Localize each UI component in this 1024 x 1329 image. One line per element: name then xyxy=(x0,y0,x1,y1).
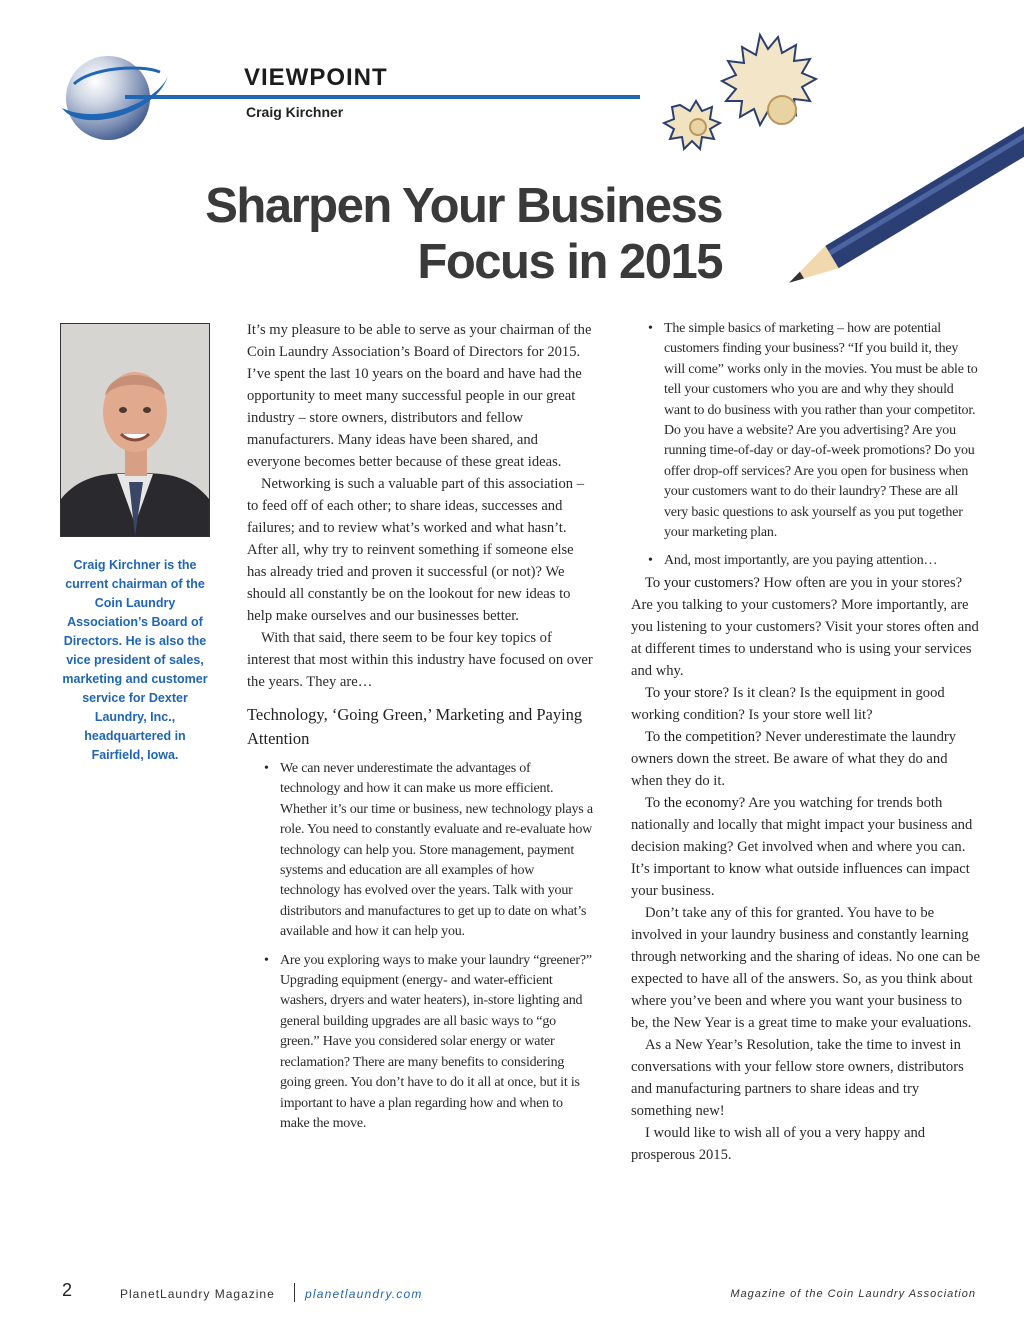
run-in-text: Never underestimate the laundry owners down the street. Be aware of what they do and when they do it. xyxy=(631,728,957,789)
page-number: 2 xyxy=(62,1280,73,1300)
footer-magazine-name: PlanetLaundry Magazine xyxy=(120,1287,275,1301)
body-paragraph xyxy=(631,682,982,726)
run-in-lead: To your customers? xyxy=(645,574,760,591)
header-author: Craig Kirchner xyxy=(246,104,344,120)
body-paragraph: Don’t take any of this for granted. You have to be involved in your laundry business and constantly learning through networking and the sharing of ideas. No one can be expected to have all of the answers. So, as you think about where you’ve been and where you want your business to be, the New Year is a great time to make your evaluations. xyxy=(631,904,980,1031)
run-in-lead: To your store? xyxy=(645,684,730,701)
bullet-text: Are you exploring ways to make your laundry “greener?” Upgrading equipment (energy- and water-efficient washers, dryers and water heaters), in-store lighting and general building upgrades are all basic ways to “go green.” Have you considered solar energy or water reclamation? There are many benefits to considering going green. You don’t have to do it all at once, but it is important to have a plan regarding how and when to make the move. xyxy=(280,952,592,1131)
body-paragraph xyxy=(631,726,982,792)
body-paragraph: Networking is such a valuable part of this association – to feed off of each other; to share ideas, successes and failures; and to review what’s worked and what hasn’t. After all, why try to reinvent something if someone else has already tried and proven it successful (or not)? We should all constantly be on the lookout for new ideas to help make ourselves and our businesses better. xyxy=(247,476,585,624)
bullet-item xyxy=(247,759,593,943)
bullet-text: And, most importantly, are you paying attention… xyxy=(664,553,938,569)
bullet-icon: • xyxy=(264,761,269,776)
run-in-lead: To the economy? xyxy=(645,794,746,811)
bullet-icon: • xyxy=(648,553,653,569)
author-portrait-image xyxy=(61,324,209,536)
bullet-text: We can never underestimate the advantages of technology and how it can make us more efficient. Whether it’s our time or business, new technology plays a role. You need to constantly evaluate and re-evaluate how technology can help you. Store management, payment systems and education are all examples of how technology has evolved over the years. Talk with your distributors and manufactures to get up to date on what’s available and how it can help you. xyxy=(280,761,593,940)
bullet-list xyxy=(247,759,593,1134)
run-in-text: How often are you in your stores? Are you talking to your customers? More importantly, are you listening to your customers? Visit your stores often and at different times to understand who is using your services and why. xyxy=(631,574,979,679)
body-paragraph: As a New Year’s Resolution, take the time to invest in conversations with your fellow store owners, distributors and manufacturing partners to share ideas and try something new! xyxy=(631,1036,964,1119)
article-title-line2: Focus in 2015 xyxy=(417,235,722,289)
footer-divider xyxy=(294,1283,295,1302)
footer-tagline: Magazine of the Coin Laundry Association xyxy=(730,1288,976,1300)
body-paragraph xyxy=(631,792,982,902)
author-photo xyxy=(60,323,210,537)
run-in-text: Are you watching for trends both nationally and locally that might impact your business and decision making? Get involved when and where you can. It’s important to know what outside influences can impact your business. xyxy=(631,794,973,899)
section-subhead: Technology, ‘Going Green,’ Marketing and Paying Attention xyxy=(247,705,583,748)
run-in-text: Is it clean? Is the equipment in good working condition? Is your store well lit? xyxy=(631,684,945,723)
article-column-right xyxy=(631,319,982,1166)
body-paragraph xyxy=(631,572,982,682)
run-in-lead: To the competition? xyxy=(645,728,762,745)
bullet-item xyxy=(247,951,593,1135)
body-paragraph: With that said, there seem to be four key topics of interest that most within this industry have focused on over the years. They are… xyxy=(247,630,593,690)
article-title-line1: Sharpen Your Business xyxy=(205,179,722,233)
bullet-list xyxy=(631,319,982,572)
bullet-text: The simple basics of marketing – how are potential customers finding your business? “If you build it, they will come” works only in the movies. You must be able to tell your customers who you are and why they should want to do business with you rather than your competitor. Do you have a website? Are you advertising? Are you running time-of-day or day-of-week promotions? Do you offer drop-off services? Are you open for business when your customers want to do their laundry? These are all very basic questions to ask yourself as you put together your marketing plan. xyxy=(664,321,978,541)
header-rule xyxy=(125,95,640,99)
pencil xyxy=(782,122,1024,294)
bullet-icon: • xyxy=(648,321,653,336)
bullet-item xyxy=(631,551,982,571)
section-label: VIEWPOINT xyxy=(244,64,388,91)
article-column-left xyxy=(247,319,593,1142)
footer-url-link[interactable]: planetlaundry.com xyxy=(305,1287,423,1301)
bullet-icon: • xyxy=(264,952,269,968)
bullet-item xyxy=(631,319,982,543)
body-paragraph: I would like to wish all of you a very happy and prosperous 2015. xyxy=(631,1124,926,1163)
photo-caption: Craig Kirchner is the current chairman of the Coin Laundry Association’s Board of Directors. He is also the vice president of sales, marketing and customer service for Dexter Laundry, Inc., headquartered in Fairfield, Iowa. xyxy=(62,558,208,762)
article-title xyxy=(205,178,722,290)
body-paragraph: It’s my pleasure to be able to serve as your chairman of the Coin Laundry Association’s Board of Directors for 2015. I’ve spent the last 10 years on the board and have had the opportunity to meet many successful people in our great industry – store owners, distributors and fellow manufacturers. Many ideas have been shared, and everyone becomes better because of these great ideas. xyxy=(247,322,592,470)
